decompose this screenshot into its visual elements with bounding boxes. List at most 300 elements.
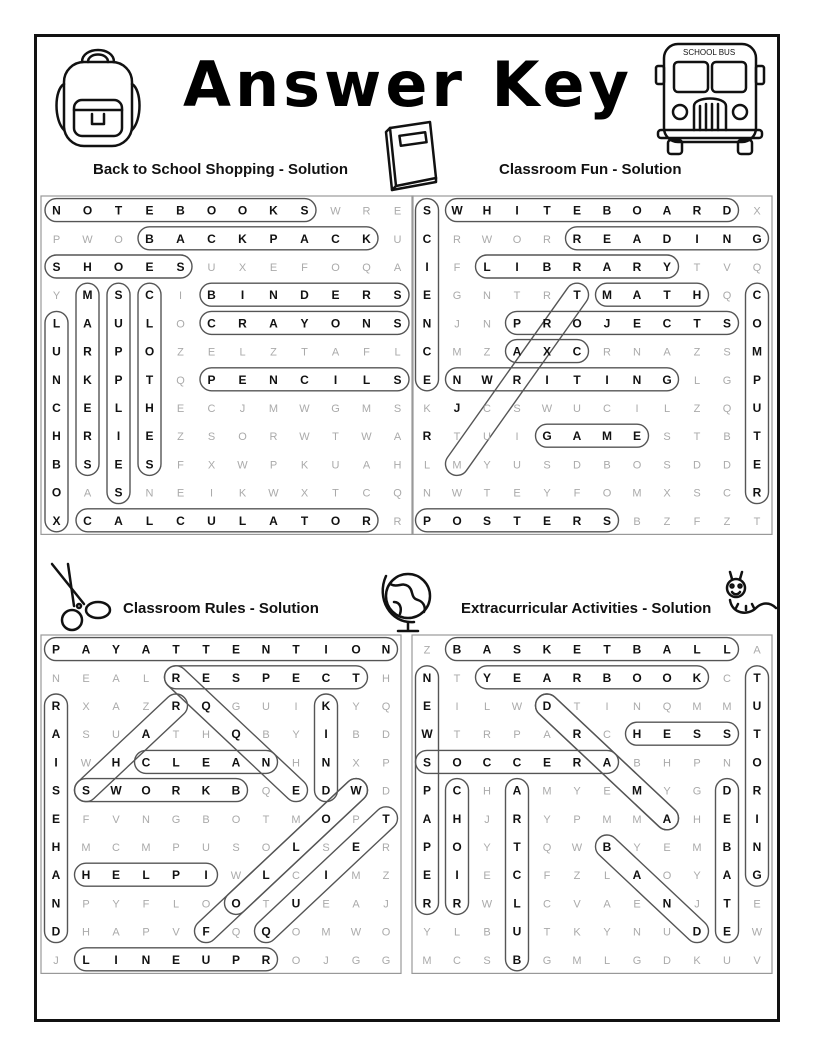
answer-letter: J	[603, 316, 611, 331]
answer-letter: U	[207, 513, 216, 528]
filler-letter: Z	[483, 346, 491, 359]
puzzle-title-activities: Extracurricular Activities - Solution	[461, 600, 712, 617]
filler-letter: N	[483, 318, 491, 331]
filler-letter: Z	[693, 346, 701, 359]
filler-letter: G	[692, 785, 702, 798]
answer-letter: B	[722, 840, 732, 854]
filler-letter: M	[452, 459, 462, 472]
filler-letter: J	[239, 403, 246, 415]
filler-letter: B	[352, 729, 360, 742]
answer-letter: E	[752, 457, 762, 472]
filler-letter: Q	[231, 926, 241, 939]
answer-letter: S	[145, 457, 154, 472]
answer-letter: B	[602, 840, 612, 854]
answer-letter: A	[422, 811, 432, 826]
filler-letter: Y	[483, 459, 491, 472]
answer-letter: O	[632, 670, 642, 685]
answer-letter: O	[231, 896, 241, 911]
filler-letter: E	[663, 842, 671, 854]
answer-letter: O	[752, 755, 762, 770]
filler-letter: W	[481, 233, 493, 246]
filler-letter: J	[484, 813, 490, 826]
answer-letter: E	[83, 401, 92, 415]
answer-letter: L	[292, 840, 300, 854]
answer-letter: A	[141, 642, 151, 657]
page-title: Answer Key	[183, 48, 633, 121]
answer-letter: O	[144, 344, 155, 359]
answer-letter: I	[755, 811, 759, 826]
answer-letter: R	[512, 811, 522, 826]
filler-letter: P	[172, 842, 180, 854]
answer-letter: O	[141, 783, 151, 798]
filler-letter: V	[573, 898, 581, 911]
filler-letter: Z	[663, 515, 671, 528]
answer-letter: L	[238, 513, 247, 528]
filler-letter: H	[393, 459, 402, 472]
filler-letter: T	[453, 431, 461, 444]
answer-letter: N	[321, 755, 331, 770]
answer-letter: I	[425, 260, 429, 274]
answer-letter: S	[300, 203, 309, 218]
answer-letter: R	[83, 429, 92, 444]
filler-letter: M	[542, 785, 552, 798]
answer-letter: I	[204, 868, 208, 883]
filler-letter: M	[291, 813, 301, 826]
answer-letter: W	[481, 372, 493, 387]
answer-letter: K	[238, 231, 247, 246]
filler-letter: G	[331, 403, 340, 415]
answer-letter: B	[542, 260, 552, 274]
filler-letter: L	[172, 898, 180, 911]
answer-letter: E	[291, 783, 301, 798]
filler-letter: A	[331, 346, 340, 359]
answer-letter: F	[202, 924, 210, 939]
filler-letter: X	[352, 757, 360, 770]
answer-letter: I	[114, 952, 118, 967]
answer-letter: M	[752, 344, 762, 359]
filler-letter: Z	[423, 644, 431, 657]
answer-letter: A	[662, 811, 672, 826]
answer-letter: E	[111, 868, 121, 883]
answer-letter: S	[176, 260, 185, 274]
filler-letter: Y	[693, 870, 701, 883]
answer-letter: I	[545, 372, 549, 387]
filler-letter: F	[453, 262, 461, 274]
answer-letter: O	[452, 755, 462, 770]
filler-letter: B	[262, 729, 270, 742]
filler-letter: D	[573, 459, 581, 472]
filler-letter: G	[452, 290, 462, 303]
filler-letter: E	[176, 487, 185, 500]
grid-border	[412, 635, 772, 973]
answer-letter: R	[83, 344, 92, 359]
answer-letter: L	[52, 316, 61, 331]
filler-letter: Q	[752, 262, 762, 274]
answer-letter: C	[300, 372, 309, 387]
answer-letter: C	[752, 288, 762, 303]
answer-letter: E	[572, 203, 582, 218]
filler-letter: K	[423, 403, 431, 415]
filler-letter: W	[571, 842, 583, 854]
filler-letter: Y	[603, 926, 611, 939]
answer-letter: E	[512, 670, 522, 685]
filler-letter: R	[453, 233, 461, 246]
filler-letter: M	[692, 842, 702, 854]
filler-letter: H	[202, 729, 210, 742]
filler-letter: I	[209, 487, 214, 500]
filler-letter: A	[393, 262, 402, 274]
answer-letter: P	[207, 372, 216, 387]
filler-letter: R	[393, 515, 402, 528]
answer-letter: L	[82, 952, 90, 967]
answer-letter: C	[512, 755, 522, 770]
answer-letter: P	[269, 231, 278, 246]
filler-letter: O	[381, 926, 391, 939]
filler-letter: T	[453, 729, 461, 742]
filler-letter: U	[663, 926, 671, 939]
answer-letter: S	[114, 288, 123, 303]
filler-letter: L	[663, 403, 671, 415]
answer-letter: I	[333, 372, 338, 387]
filler-letter: S	[207, 431, 216, 444]
answer-letter: H	[452, 811, 462, 826]
answer-letter: C	[141, 755, 151, 770]
filler-letter: O	[238, 431, 247, 444]
puzzle-title-rules: Classroom Rules - Solution	[123, 600, 319, 617]
filler-letter: O	[662, 870, 672, 883]
filler-letter: X	[238, 262, 247, 274]
filler-letter: I	[635, 403, 639, 415]
answer-letter: E	[145, 203, 154, 218]
answer-letter: Q	[261, 924, 271, 939]
filler-letter: C	[483, 403, 491, 415]
answer-letter: P	[752, 372, 762, 387]
filler-letter: Z	[270, 346, 277, 359]
filler-letter: S	[693, 487, 701, 500]
answer-letter: E	[351, 840, 361, 854]
filler-letter: R	[543, 233, 551, 246]
found-word-oval	[626, 722, 739, 745]
answer-letter: U	[201, 952, 211, 967]
filler-letter: L	[423, 459, 431, 472]
filler-letter: W	[82, 233, 93, 246]
answer-letter: O	[321, 811, 331, 826]
answer-letter: R	[452, 896, 462, 911]
filler-letter: F	[363, 346, 370, 359]
filler-letter: L	[693, 374, 701, 387]
answer-letter: K	[269, 203, 278, 218]
filler-letter: B	[603, 459, 611, 472]
answer-letter: U	[752, 401, 762, 415]
answer-letter: T	[300, 513, 309, 528]
answer-letter: I	[324, 727, 328, 742]
filler-letter: Z	[382, 870, 390, 883]
filler-letter: S	[723, 346, 731, 359]
answer-letter: N	[422, 670, 432, 685]
answer-letter: O	[632, 203, 642, 218]
answer-letter: P	[422, 783, 432, 798]
answer-letter: A	[482, 642, 492, 657]
filler-letter: U	[483, 431, 491, 444]
answer-letter: R	[171, 670, 181, 685]
filler-letter: U	[513, 459, 521, 472]
filler-letter: V	[723, 262, 731, 274]
filler-letter: W	[350, 926, 362, 939]
filler-letter: H	[82, 926, 90, 939]
filler-letter: T	[172, 729, 180, 742]
answer-letter: N	[381, 642, 391, 657]
answer-letter: S	[512, 642, 522, 657]
filler-letter: Y	[633, 842, 641, 854]
filler-letter: T	[453, 672, 461, 685]
answer-letter: L	[145, 316, 154, 331]
answer-letter: D	[300, 288, 309, 303]
filler-letter: E	[513, 487, 521, 500]
answer-letter: W	[421, 727, 433, 742]
filler-letter: B	[483, 926, 491, 939]
answer-letter: L	[513, 896, 521, 911]
answer-letter: N	[51, 896, 61, 911]
filler-letter: T	[262, 898, 270, 911]
answer-letter: A	[572, 429, 582, 444]
filler-letter: M	[321, 926, 331, 939]
answer-letter: N	[752, 840, 762, 854]
filler-letter: U	[262, 701, 270, 713]
answer-letter: P	[114, 372, 123, 387]
answer-letter: I	[324, 642, 328, 657]
filler-letter: F	[693, 515, 701, 528]
filler-letter: Y	[352, 701, 360, 713]
answer-letter: R	[51, 699, 61, 713]
answer-letter: H	[692, 288, 702, 303]
filler-letter: W	[541, 403, 553, 415]
answer-letter: R	[171, 783, 181, 798]
filler-letter: C	[543, 898, 551, 911]
answer-letter: R	[632, 260, 642, 274]
answer-letter: A	[512, 344, 522, 359]
filler-letter: W	[330, 205, 341, 218]
answer-letter: H	[52, 429, 61, 444]
puzzle-title-fun: Classroom Fun - Solution	[499, 161, 682, 178]
filler-letter: E	[322, 898, 330, 911]
answer-letter: S	[83, 457, 92, 472]
answer-letter: N	[141, 952, 151, 967]
filler-letter: A	[352, 898, 360, 911]
filler-letter: Y	[292, 729, 300, 742]
answer-letter: R	[171, 699, 181, 713]
answer-letter: C	[482, 755, 492, 770]
answer-letter: T	[292, 642, 300, 657]
filler-letter: O	[291, 954, 301, 967]
answer-letter: A	[81, 642, 91, 657]
filler-letter: G	[722, 374, 732, 387]
answer-letter: O	[330, 513, 341, 528]
filler-letter: G	[171, 813, 181, 826]
filler-letter: B	[633, 515, 641, 528]
answer-letter: T	[513, 840, 521, 854]
answer-letter: D	[51, 924, 61, 939]
filler-letter: E	[393, 205, 402, 218]
answer-letter: E	[201, 755, 211, 770]
filler-letter: E	[633, 898, 641, 911]
filler-letter: D	[693, 459, 701, 472]
filler-letter: F	[82, 813, 90, 826]
filler-letter: M	[632, 487, 642, 500]
answer-letter: S	[722, 727, 732, 742]
filler-letter: M	[692, 701, 702, 713]
answer-letter: R	[752, 783, 762, 798]
filler-letter: O	[231, 813, 241, 826]
answer-letter: E	[422, 699, 432, 713]
filler-letter: O	[114, 233, 123, 246]
filler-letter: O	[201, 898, 211, 911]
answer-letter: R	[572, 670, 582, 685]
answer-letter: G	[752, 231, 762, 246]
filler-letter: Q	[261, 785, 271, 798]
filler-letter: Z	[693, 403, 701, 415]
answer-letter: E	[231, 642, 241, 657]
filler-letter: J	[323, 954, 329, 967]
filler-letter: R	[382, 842, 390, 854]
answer-letter: Q	[231, 727, 241, 742]
answer-letter: G	[662, 372, 672, 387]
filler-letter: D	[382, 729, 390, 742]
filler-letter: N	[633, 926, 641, 939]
filler-letter: C	[362, 487, 371, 500]
filler-letter: S	[513, 403, 521, 415]
filler-letter: E	[483, 870, 491, 883]
filler-letter: I	[294, 701, 298, 713]
filler-letter: Y	[543, 487, 551, 500]
answer-letter: I	[54, 755, 58, 770]
filler-letter: O	[602, 487, 612, 500]
filler-letter: H	[292, 757, 300, 770]
answer-letter: C	[331, 231, 340, 246]
filler-letter: T	[753, 515, 761, 528]
answer-letter: A	[83, 316, 92, 331]
answer-letter: E	[602, 231, 612, 246]
bus-label: SCHOOL BUS	[683, 48, 736, 57]
filler-letter: W	[268, 487, 279, 500]
answer-letter: R	[572, 727, 582, 742]
answer-letter: R	[692, 203, 702, 218]
puzzle-title-shopping: Back to School Shopping - Solution	[93, 161, 348, 178]
filler-letter: J	[383, 898, 389, 911]
filler-letter: G	[542, 954, 552, 967]
filler-letter: T	[543, 926, 551, 939]
answer-letter: E	[722, 924, 732, 939]
answer-letter: E	[145, 429, 154, 444]
filler-letter: K	[573, 926, 581, 939]
answer-letter: L	[723, 642, 731, 657]
answer-letter: W	[451, 203, 463, 218]
filler-letter: W	[751, 926, 763, 939]
answer-letter: A	[231, 755, 241, 770]
filler-letter: C	[723, 672, 731, 685]
answer-letter: T	[753, 429, 761, 444]
answer-letter: S	[51, 783, 61, 798]
answer-letter: P	[261, 670, 271, 685]
filler-letter: Q	[722, 290, 732, 303]
filler-letter: Z	[177, 431, 184, 444]
filler-letter: Z	[573, 870, 581, 883]
filler-letter: K	[238, 487, 247, 500]
filler-letter: Y	[112, 898, 120, 911]
answer-letter: K	[362, 231, 371, 246]
answer-letter: B	[632, 642, 642, 657]
answer-letter: D	[321, 783, 331, 798]
filler-letter: W	[361, 431, 372, 444]
filler-letter: L	[483, 701, 491, 713]
filler-letter: L	[142, 672, 150, 685]
answer-letter: P	[512, 316, 522, 331]
answer-letter: C	[207, 316, 216, 331]
answer-letter: R	[362, 513, 371, 528]
answer-letter: A	[632, 868, 642, 883]
answer-letter: B	[207, 288, 216, 303]
answer-letter: P	[422, 513, 432, 528]
filler-letter: E	[82, 672, 90, 685]
answer-letter: B	[512, 952, 522, 967]
filler-letter: S	[663, 459, 671, 472]
answer-letter: N	[662, 896, 672, 911]
answer-letter: C	[207, 231, 216, 246]
filler-letter: Q	[542, 842, 552, 854]
answer-letter: H	[83, 260, 92, 274]
filler-letter: I	[455, 701, 459, 713]
filler-letter: P	[52, 233, 61, 246]
filler-letter: X	[753, 205, 761, 218]
answer-letter: E	[542, 755, 552, 770]
answer-letter: D	[722, 203, 732, 218]
answer-letter: T	[145, 372, 154, 387]
filler-letter: A	[543, 729, 551, 742]
answer-letter: N	[362, 316, 371, 331]
filler-letter: E	[269, 262, 278, 274]
found-word-oval	[476, 666, 709, 689]
answer-letter: S	[482, 513, 492, 528]
answer-letter: L	[142, 868, 150, 883]
answer-letter: M	[82, 288, 93, 303]
filler-letter: C	[723, 487, 731, 500]
answer-letter: E	[51, 811, 61, 826]
answer-letter: B	[231, 783, 241, 798]
answer-letter: B	[52, 457, 61, 472]
filler-letter: K	[300, 459, 309, 472]
filler-letter: C	[603, 403, 611, 415]
filler-letter: F	[177, 459, 184, 472]
filler-letter: W	[299, 403, 310, 415]
answer-letter: B	[145, 231, 154, 246]
answer-letter: B	[602, 203, 612, 218]
answer-letter: S	[722, 316, 732, 331]
filler-letter: B	[723, 431, 731, 444]
found-word-oval	[716, 779, 739, 943]
answer-letter: O	[452, 513, 462, 528]
answer-letter: E	[572, 642, 582, 657]
answer-letter: S	[393, 372, 402, 387]
answer-letter: T	[352, 670, 360, 685]
filler-letter: G	[381, 954, 391, 967]
filler-letter: N	[142, 813, 150, 826]
answer-letter: E	[542, 513, 552, 528]
answer-letter: C	[321, 670, 331, 685]
answer-letter: T	[114, 203, 123, 218]
answer-letter: H	[111, 755, 121, 770]
answer-letter: A	[602, 260, 612, 274]
filler-letter: P	[693, 757, 701, 770]
answer-letter: S	[393, 288, 402, 303]
